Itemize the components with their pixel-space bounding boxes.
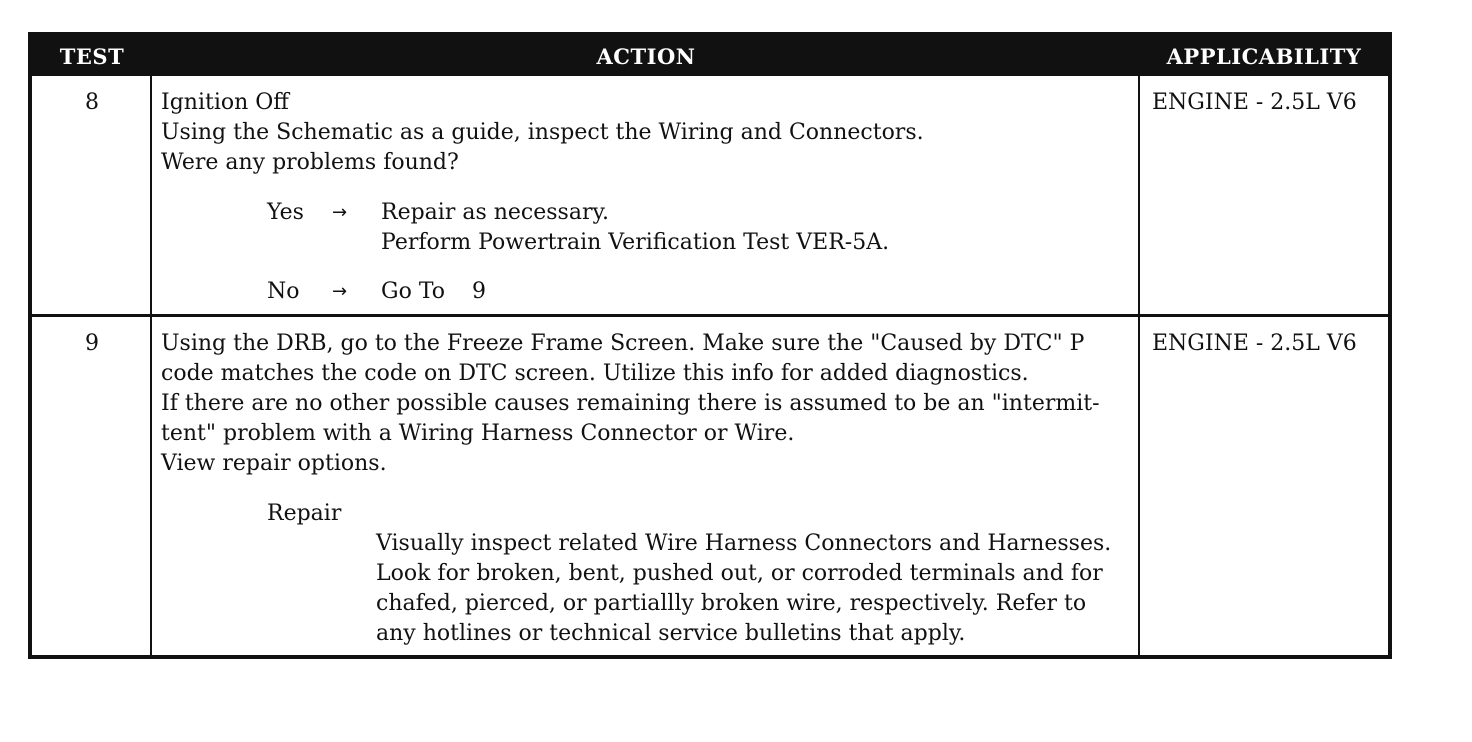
no-label: No [267, 279, 300, 304]
applicability-value: ENGINE - 2.5L V6 [1152, 90, 1357, 115]
repair-line: any hotlines or technical service bulletins that apply. [376, 621, 966, 646]
row-divider [32, 314, 1388, 317]
test-number: 8 [85, 90, 99, 115]
action-line: Using the DRB, go to the Freeze Frame Screen. Make sure the "Caused by DTC" P [161, 331, 1085, 356]
arrow-icon: → [332, 202, 348, 223]
repair-line: chafed, pierced, or partiallly broken wire, respectively. Refer to [376, 591, 1087, 616]
no-result-target: 9 [472, 279, 486, 304]
diagnostic-table [28, 32, 1392, 659]
applicability-value: ENGINE - 2.5L V6 [1152, 331, 1357, 356]
test-number: 9 [85, 331, 99, 356]
action-line: Using the Schematic as a guide, inspect the Wiring and Connectors. [161, 120, 924, 145]
action-line: code matches the code on DTC screen. Utilize this info for added diagnostics. [161, 361, 1029, 386]
action-line: If there are no other possible causes remaining there is assumed to be an "intermit- [161, 391, 1100, 416]
repair-line: Look for broken, bent, pushed out, or corroded terminals and for [376, 561, 1103, 586]
action-line: Were any problems found? [161, 150, 459, 175]
header-test: TEST [59, 44, 125, 69]
arrow-icon: → [332, 281, 348, 302]
yes-label: Yes [267, 200, 304, 225]
table-header [32, 36, 1388, 76]
column-divider [1138, 76, 1140, 659]
column-divider [150, 76, 152, 659]
action-line: Ignition Off [161, 90, 289, 115]
no-result-text: Go To [381, 279, 446, 304]
repair-label: Repair [267, 501, 342, 526]
repair-line: Visually inspect related Wire Harness Connectors and Harnesses. [376, 531, 1112, 556]
action-line: View repair options. [161, 451, 387, 476]
yes-result-line: Repair as necessary. [381, 200, 609, 225]
action-line: tent" problem with a Wiring Harness Connector or Wire. [161, 421, 795, 446]
header-action: ACTION [596, 44, 696, 69]
header-applicability: APPLICABILITY [1166, 44, 1362, 69]
yes-result-line: Perform Powertrain Verification Test VER-5A. [381, 230, 890, 255]
